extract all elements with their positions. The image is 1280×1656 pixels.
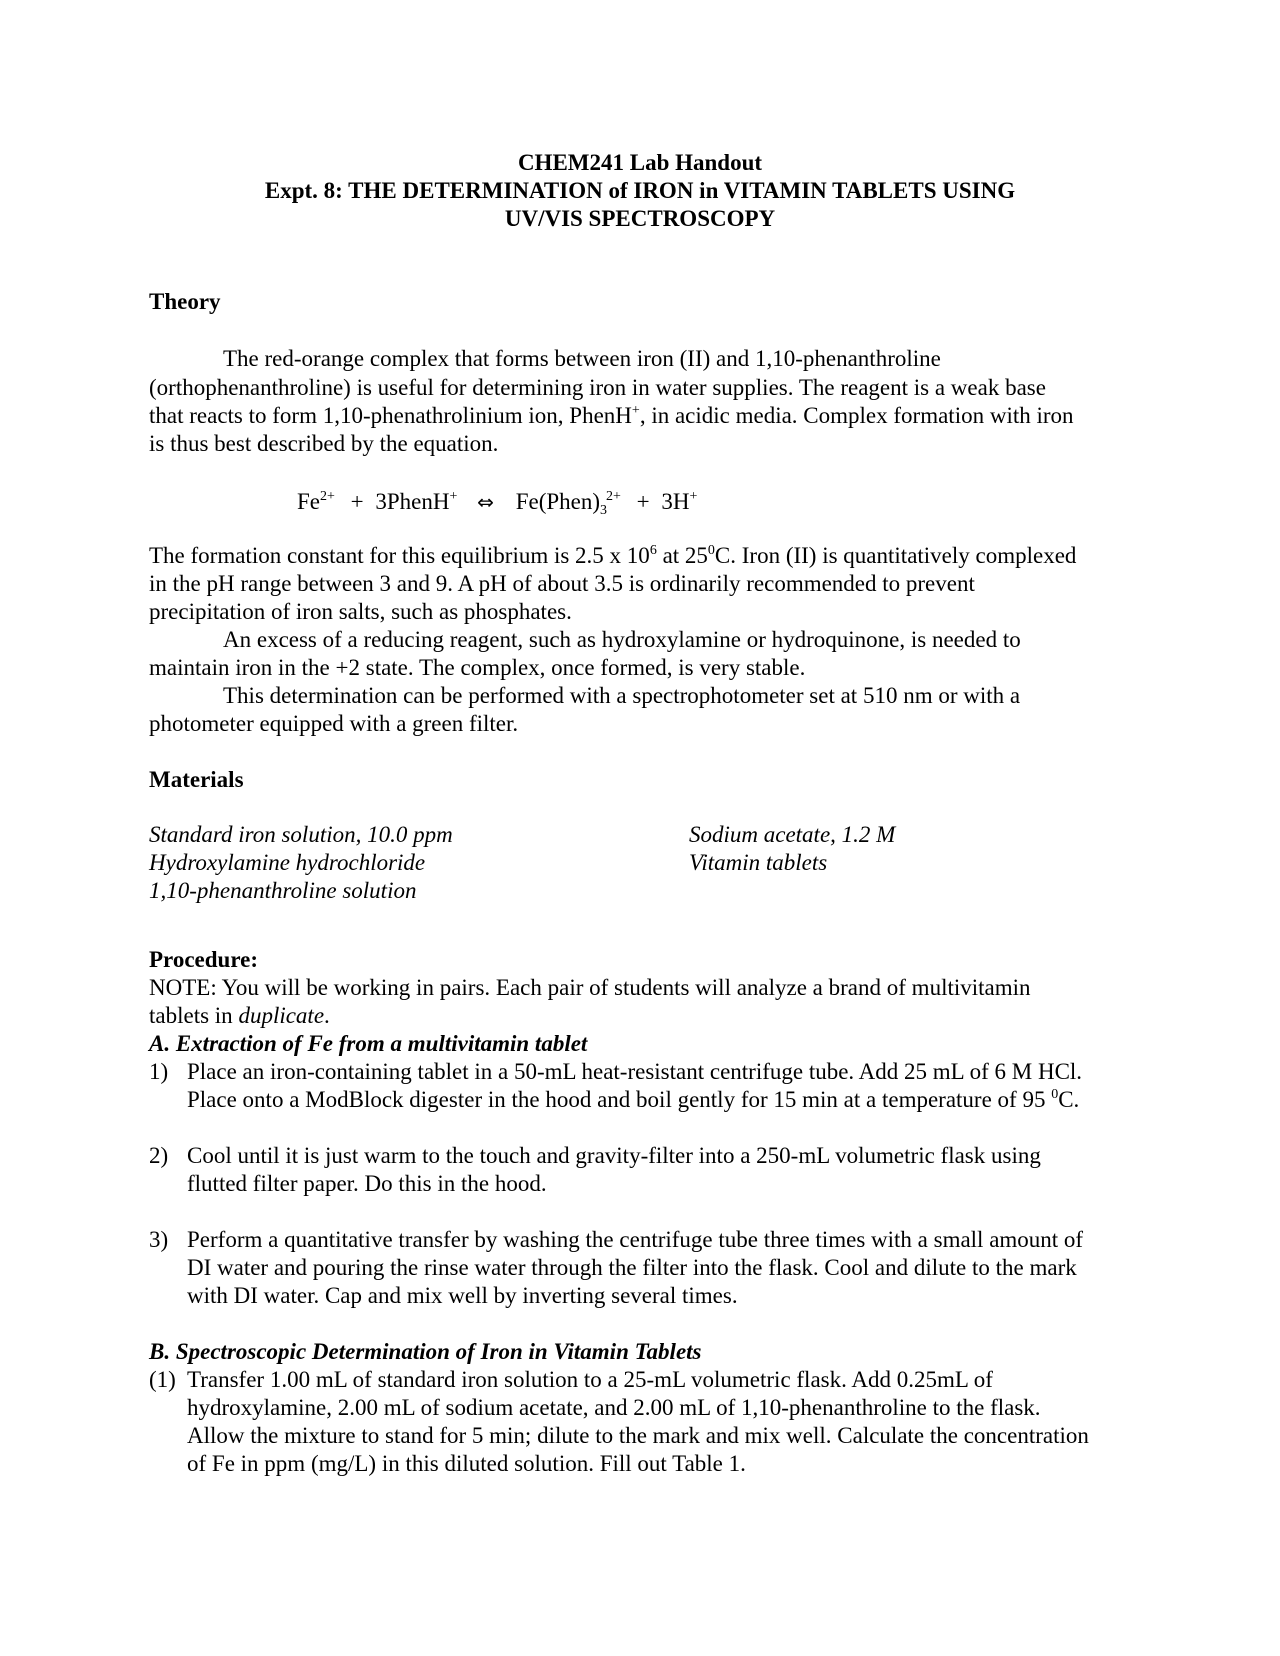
degree-symbol: 0 <box>1051 1087 1059 1102</box>
material-item: Vitamin tablets <box>689 850 828 875</box>
degree-symbol: 0 <box>707 543 715 558</box>
course-title: CHEM241 Lab Handout <box>517 150 763 175</box>
step-number: 2) <box>149 1143 169 1168</box>
theory-p1-line-3-text-a: that reacts to form 1,10-phenathrolinium ion, PhenH <box>149 403 632 428</box>
section-a-heading: A. Extraction of Fe from a multivitamin tablet <box>149 1031 588 1056</box>
theory-heading: Theory <box>149 289 221 314</box>
eq-plus-2: + <box>636 489 650 514</box>
note-text-b: . <box>324 1003 330 1028</box>
material-item: Hydroxylamine hydrochloride <box>149 850 426 875</box>
theory-p1-line-1: The red-orange complex that forms between iron (II) and 1,10-phenanthroline <box>223 346 941 371</box>
note-text-a: tablets in <box>149 1003 239 1028</box>
eq-equilibrium-arrow-icon: ⇔ <box>477 490 494 514</box>
theory-p1-line-3 <box>149 402 1074 430</box>
material-item: Sodium acetate, 1.2 M <box>689 822 896 847</box>
list-item <box>0 1058 1280 1114</box>
procedure-note-line-1: NOTE: You will be working in pairs. Each pair of students will analyze a brand of multivitamin <box>149 975 1031 1000</box>
material-item: 1,10-phenanthroline solution <box>149 878 417 903</box>
theory-p2-line-1-text-b: at 25 <box>656 543 708 568</box>
step-line-text-a: Place onto a ModBlock digester in the hood and boil gently for 15 min at a temperature of 95 <box>187 1087 1052 1112</box>
theory-p1-line-2: (orthophenanthroline) is useful for determining iron in water supplies. The reagent is a weak base <box>149 375 1046 400</box>
theory-p4-line-2: photometer equipped with a green filter. <box>149 711 519 736</box>
step-line: Cool until it is just warm to the touch and gravity-filter into a 250-mL volumetric flask using <box>187 1143 1041 1168</box>
step-number: 1) <box>149 1059 169 1084</box>
theory-p2-line-1-text-a: The formation constant for this equilibrium is 2.5 x 10 <box>149 543 650 568</box>
theory-p4-line-1: This determination can be performed with a spectrophotometer set at 510 nm or with a <box>223 683 1021 708</box>
theory-p3-line-1: An excess of a reducing reagent, such as hydroxylamine or hydroquinone, is needed to <box>223 627 1021 652</box>
procedure-note-line-2 <box>149 1002 330 1030</box>
eq-reagent: 3PhenH <box>375 489 450 514</box>
step-line: of Fe in ppm (mg/L) in this diluted solution. Fill out Table 1. <box>187 1451 746 1476</box>
theory-p2-line-2: in the pH range between 3 and 9. A pH of about 3.5 is ordinarily recommended to prevent <box>149 571 975 596</box>
step-line: flutted filter paper. Do this in the hood. <box>187 1171 547 1196</box>
materials-heading: Materials <box>149 767 244 792</box>
eq-iron-charge: 2+ <box>320 489 335 504</box>
equation <box>297 488 697 516</box>
formation-constant-exponent: 6 <box>649 543 657 558</box>
step-line: hydroxylamine, 2.00 mL of sodium acetate, and 2.00 mL of 1,10-phenanthroline to the flask. <box>187 1395 1041 1420</box>
theory-p1-line-4: is thus best described by the equation. <box>149 431 499 456</box>
theory-p2-line-3: precipitation of iron salts, such as phosphates. <box>149 599 572 624</box>
step-number: 3) <box>149 1227 169 1252</box>
list-item <box>0 1142 1280 1198</box>
step-line: Perform a quantitative transfer by washing the centrifuge tube three times with a small amount of <box>187 1227 1084 1252</box>
step-line: DI water and pouring the rinse water through the filter into the flask. Cool and dilute to the mark <box>187 1255 1077 1280</box>
material-item: Standard iron solution, 10.0 ppm <box>149 822 453 847</box>
phenh-charge: + <box>631 403 640 418</box>
step-line: with DI water. Cap and mix well by inverting several times. <box>187 1283 738 1308</box>
note-emphasis: duplicate <box>238 1003 325 1028</box>
section-b-heading: B. Spectroscopic Determination of Iron in Vitamin Tablets <box>149 1339 702 1364</box>
theory-p1-line-3-text-b: , in acidic media. Complex formation with iron <box>639 403 1074 428</box>
list-item <box>0 1366 1280 1478</box>
eq-complex-subscript: 3 <box>600 503 608 518</box>
step-line <box>187 1086 1079 1114</box>
eq-reagent-charge: + <box>449 489 458 504</box>
step-line-text-b: C. <box>1058 1087 1080 1112</box>
procedure-heading: Procedure: <box>149 947 259 972</box>
theory-p2-line-1 <box>149 542 1076 570</box>
eq-iron: Fe <box>297 489 320 514</box>
step-line: Transfer 1.00 mL of standard iron solution to a 25-mL volumetric flask. Add 0.25mL of <box>187 1367 993 1392</box>
experiment-title-line-1: Expt. 8: THE DETERMINATION of IRON in VITAMIN TABLETS USING <box>264 178 1016 203</box>
list-item <box>0 1226 1280 1310</box>
theory-p2-line-1-text-c: C. Iron (II) is quantitatively complexed <box>714 543 1077 568</box>
eq-proton: 3H <box>661 489 690 514</box>
theory-p3-line-2: maintain iron in the +2 state. The complex, once formed, is very stable. <box>149 655 806 680</box>
experiment-title-line-2: UV/VIS SPECTROSCOPY <box>504 206 776 231</box>
eq-complex-charge: 2+ <box>606 489 621 504</box>
step-line: Place an iron-containing tablet in a 50-mL heat-resistant centrifuge tube. Add 25 mL of 6 M HCl. <box>187 1059 1083 1084</box>
step-line: Allow the mixture to stand for 5 min; dilute to the mark and mix well. Calculate the concentration <box>187 1423 1089 1448</box>
eq-plus-1: + <box>350 489 364 514</box>
step-number: (1) <box>149 1367 176 1392</box>
eq-complex: Fe(Phen) <box>515 489 601 514</box>
eq-proton-charge: + <box>689 489 698 504</box>
